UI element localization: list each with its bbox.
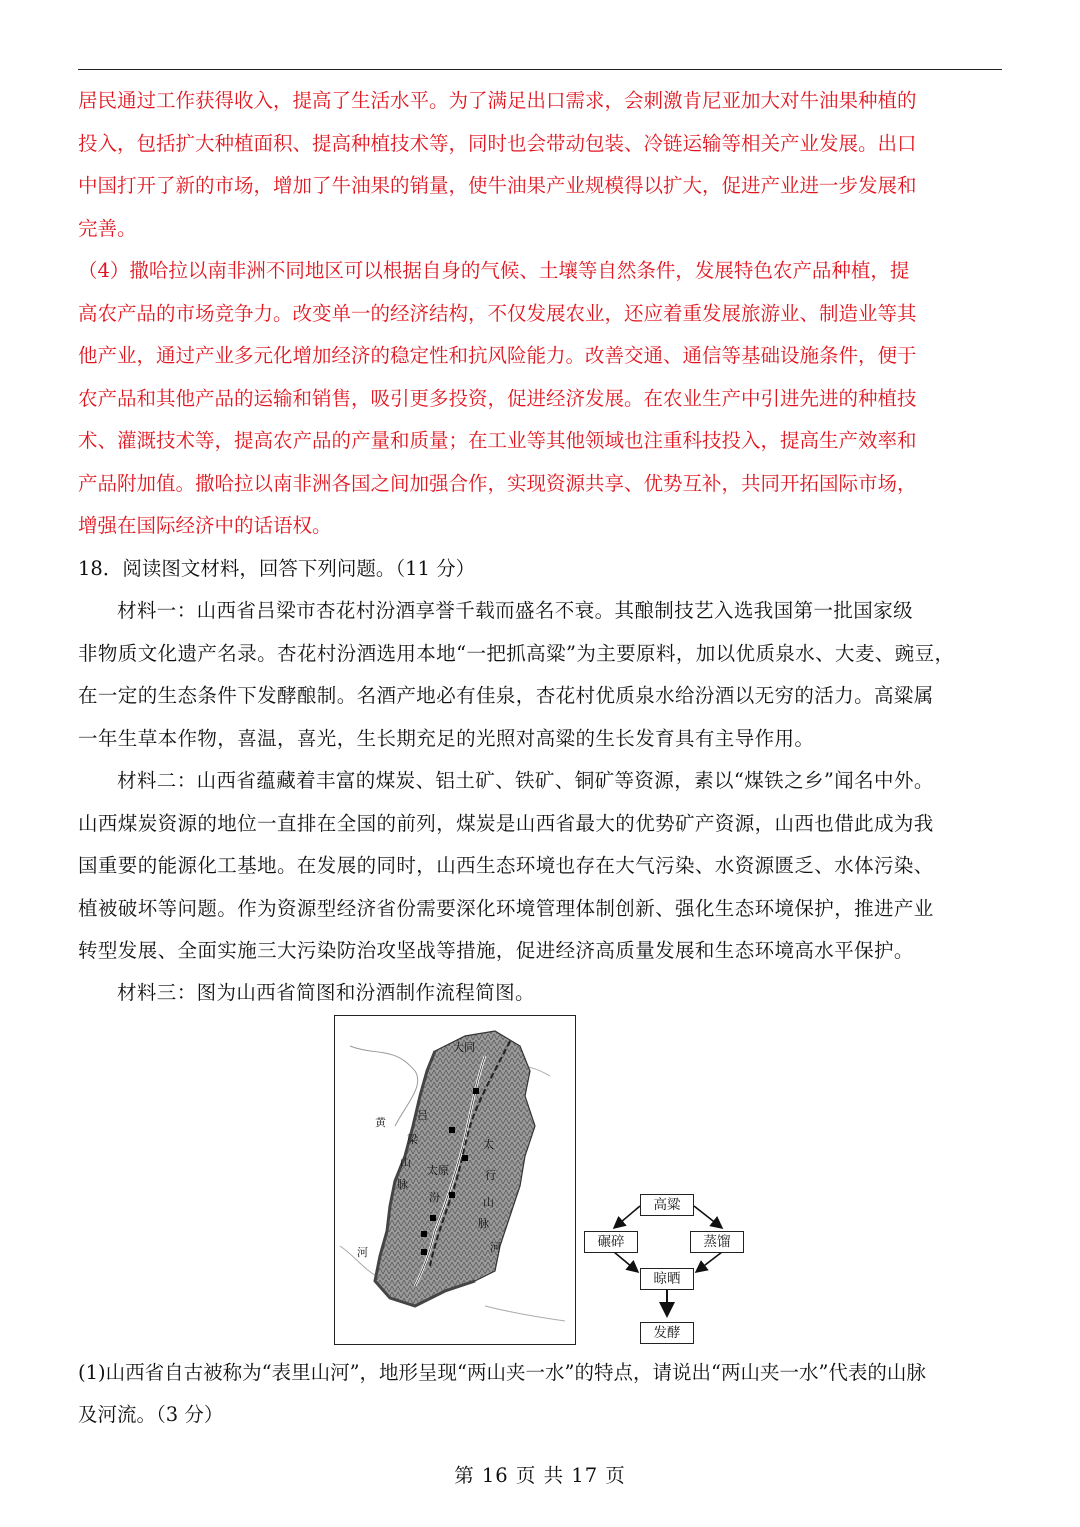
label-taihang: 太: [483, 1138, 494, 1151]
answer-line: 他产业，通过产业多元化增加经济的稳定性和抗风险能力。改善交通、通信等基础设施条件，便于: [78, 344, 917, 367]
label-taihang: 山: [483, 1196, 494, 1209]
answer-block: [78, 80, 1008, 548]
answer-line: 增强在国际经济中的话语权。: [78, 514, 332, 537]
label-fen-river: 河: [490, 1241, 501, 1254]
label-datong: 大同: [453, 1041, 475, 1054]
label-yellow-river: 黄: [375, 1116, 386, 1129]
label-lvliang: 吕: [417, 1109, 428, 1122]
answer-line: 术、灌溉技术等，提高农产品的产量和质量；在工业等其他领域也注重科技投入，提高生产效率和: [78, 429, 917, 452]
material-line: 材料二：山西省蕴藏着丰富的煤炭、铝土矿、铁矿、铜矿等资源，素以“煤铁之乡”闻名中外。: [117, 769, 934, 792]
material-two: [78, 760, 1008, 973]
step-crush: 碾碎: [584, 1231, 638, 1253]
city-marker: [421, 1231, 427, 1237]
answer-line: 产品附加值。撒哈拉以南非洲各国之间加强合作，实现资源共享、优势互补，共同开拓国际市场，: [78, 471, 917, 495]
shanxi-map-graphic: [335, 1016, 575, 1344]
subquestion-1: [78, 1352, 1008, 1436]
material-line: 转型发展、全面实施三大污染防治攻坚战等措施，促进经济高质量发展和生态环境高水平保护。: [78, 939, 914, 962]
city-marker: [473, 1088, 479, 1094]
answer-line: 中国打开了新的市场，增加了牛油果的销量，使牛油果产业规模得以扩大，促进产业进一步发展和: [78, 174, 917, 197]
subquestion-line: (1)山西省自古被称为“表里山河”，地形呈现“两山夹一水”的特点，请说出“两山夹一水”代表的山脉: [78, 1361, 926, 1384]
material-line: 山西煤炭资源的地位一直排在全国的前列，煤炭是山西省最大的优势矿产资源，山西也借此成为我: [78, 811, 934, 835]
answer-line: 居民通过工作获得收入，提高了生活水平。为了满足出口需求，会刺激肯尼亚加大对牛油果种植的: [78, 89, 917, 112]
arrow-sorghum-crush: [614, 1206, 640, 1228]
city-marker: [449, 1127, 455, 1133]
step-sorghum: 高粱: [640, 1194, 694, 1216]
label-taihang: 行: [485, 1169, 496, 1182]
city-marker: [462, 1155, 468, 1161]
page-number: 第 16 页 共 17 页: [454, 1464, 626, 1487]
step-ferment: 发酵: [640, 1322, 694, 1344]
label-taihang: 脉: [478, 1217, 489, 1230]
label-lvliang: 梁: [407, 1133, 418, 1146]
subquestion-line: 及河流。（3 分）: [78, 1403, 224, 1426]
answer-line: 投入，包括扩大种植面积、提高种植技术等，同时也会带动包装、冷链运输等相关产业发展。出口: [78, 131, 917, 155]
material-line: 植被破坏等问题。作为资源型经济省份需要深化环境管理体制创新、强化生态环境保护，推进产业: [78, 896, 934, 920]
city-marker: [421, 1249, 427, 1255]
material-line: 一年生草本作物，喜温，喜光，生长期充足的光照对高粱的生长发育具有主导作用。: [78, 726, 815, 750]
fenjiu-flowchart: [582, 1188, 752, 1348]
answer-line: （4）撒哈拉以南非洲不同地区可以根据自身的气候、土壤等自然条件，发展特色农产品种植，提: [78, 259, 910, 282]
material-three: 材料三：图为山西省简图和汾酒制作流程简图。: [117, 981, 535, 1004]
answer-line: 农产品和其他产品的运输和销售，吸引更多投资，促进经济发展。在农业生产中引进先进的种植技: [78, 386, 917, 410]
step-steam: 蒸馏: [690, 1231, 744, 1253]
arrow-crush-dry: [614, 1252, 638, 1272]
header-rule: [78, 69, 1002, 70]
material-one: [78, 590, 1008, 760]
material-line: 非物质文化遗产名录。杏花村汾酒选用本地“一把抓高粱”为主要原料，加以优质泉水、大麦、豌豆，: [78, 641, 955, 665]
shanxi-map: [334, 1015, 576, 1345]
label-fen-river: 汾: [429, 1191, 440, 1204]
label-yellow-river: 河: [357, 1246, 368, 1259]
answer-line: 完善。: [78, 216, 137, 240]
material-line: 国重要的能源化工基地。在发展的同时，山西生态环境也存在大气污染、水资源匮乏、水体污染、: [78, 854, 934, 877]
label-lvliang: 脉: [397, 1178, 408, 1191]
arrow-steam-dry: [696, 1252, 722, 1272]
city-marker: [449, 1192, 455, 1198]
city-marker: [430, 1215, 436, 1221]
material-line: 在一定的生态条件下发酵酿制。名酒产地必有佳泉，杏花村优质泉水给汾酒以无穷的活力。高粱属: [78, 684, 934, 707]
label-taiyuan: 太原: [427, 1164, 449, 1177]
label-lvliang: 山: [400, 1156, 411, 1169]
answer-line: 高农产品的市场竞争力。改变单一的经济结构，不仅发展农业，还应着重发展旅游业、制造业等其: [78, 301, 917, 325]
arrow-sorghum-steam: [694, 1206, 722, 1228]
step-dry: 晾晒: [640, 1268, 694, 1290]
material-line: 材料一：山西省吕梁市杏花村汾酒享誉千载而盛名不衰。其酿制技艺入选我国第一批国家级: [117, 599, 914, 622]
question-title: 18．阅读图文材料，回答下列问题。（11 分）: [78, 557, 476, 580]
